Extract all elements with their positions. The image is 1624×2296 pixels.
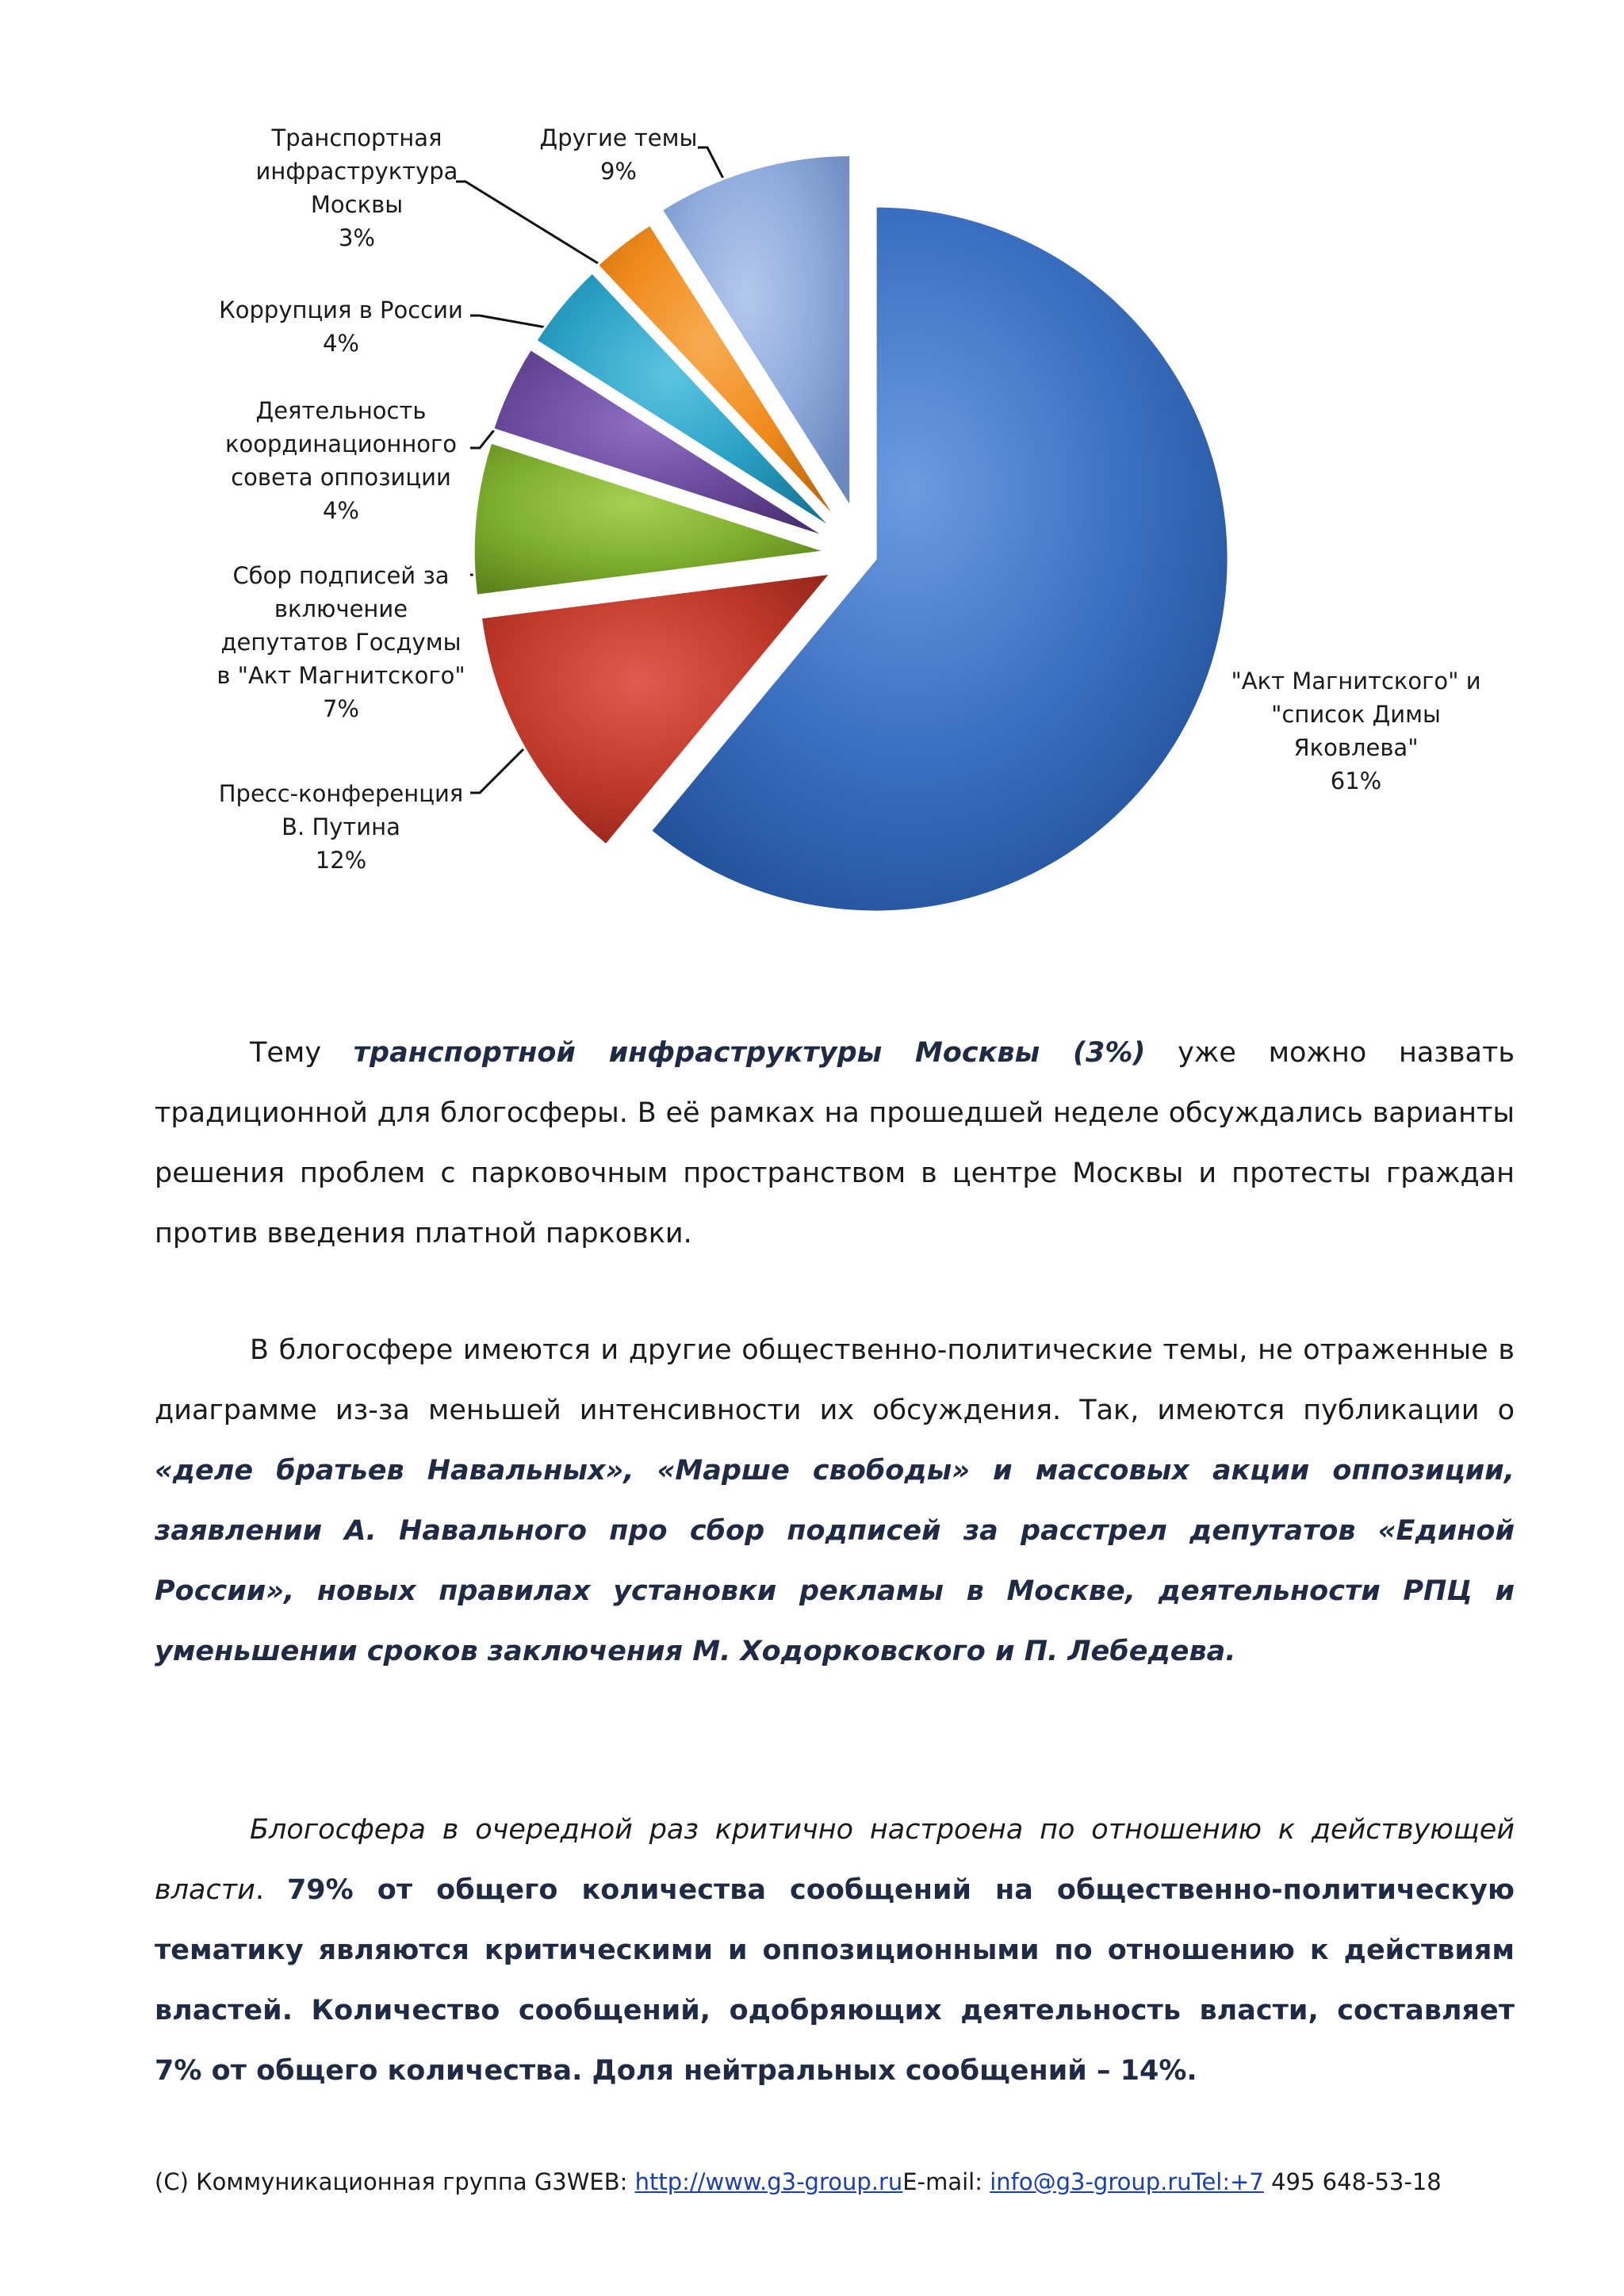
pie-chart (0, 0, 1624, 951)
slice-label: Другие темы 9% (539, 124, 698, 185)
leader-line (456, 182, 615, 274)
footer-email-label: E-mail: (902, 2168, 990, 2195)
slice-label: Коррупция в России 4% (219, 297, 463, 357)
leader-line (470, 749, 523, 793)
slice-label: Пресс-конференция В. Путина 12% (218, 780, 464, 874)
slice-label: Транспортная инфраструктура Москвы 3% (255, 124, 458, 251)
footer (155, 2168, 1442, 2195)
paragraph-text: . (255, 1874, 287, 1906)
paragraph-text: Тему (250, 1037, 354, 1069)
paragraph-text: В блогосфере имеются и другие общественно-политические темы, не отраженные в диаграмме из-за меньшей интенсивности их обсуждения. Так, имеются публикации о (155, 1334, 1515, 1426)
bold-stats: 79% от общего количества сообщений на общественно-политическую тематику являются критическими и оппозиционными по отношению к действиям властей. Количество сообщений, одобряющих деятельность власти, составляет 7% от общего количества. Доля нейтральных сообщений – 14%. (155, 1874, 1515, 2087)
paragraph-text: уже можно назвать традиционной для блогосферы. В её рамках на прошедшей неделе обсуждались варианты решения проблем с парковочным пространством в центре Москвы и протесты граждан против введения платной парковки. (155, 1037, 1515, 1249)
italic-text: Блогосфера в очередной раз критично настроена по отношению к действующей власти (155, 1814, 1515, 1906)
paragraph-transport (155, 1023, 1515, 1264)
leader-line (470, 316, 555, 329)
website-link[interactable]: http://www.g3-group.ru (634, 2168, 903, 2195)
slice-label: Сбор подписей за включение депутатов Госдумы в "Акт Магнитского" 7% (216, 562, 465, 722)
email-link[interactable]: info@g3-group.ruTel:+7 (990, 2168, 1264, 2195)
highlight-transport: транспортной инфраструктуры Москвы (3%) (353, 1037, 1146, 1069)
highlight-topics: «деле братьев Навальных», «Марше свободы» и массовых акции оппозиции, заявлении А. Навального про сбор подписей за расстрел депутатов «Единой России», новых правилах установки рекламы в Москве, деятельности РПЦ и уменьшении сроков заключения М. Ходорковского и П. Лебедева. (155, 1455, 1515, 1667)
paragraph-sentiment (155, 1800, 1515, 2101)
slice-label: Деятельность координационного совета оппозиции 4% (224, 397, 457, 524)
paragraph-other-topics (155, 1320, 1515, 1682)
slice-label: "Акт Магнитского" и "список Димы Яковлева" 61% (1231, 668, 1481, 794)
pie-slices (473, 155, 1228, 912)
footer-prefix: (С) Коммуникационная группа G3WEB: (155, 2168, 635, 2195)
footer-phone: 495 648-53-18 (1263, 2168, 1442, 2195)
